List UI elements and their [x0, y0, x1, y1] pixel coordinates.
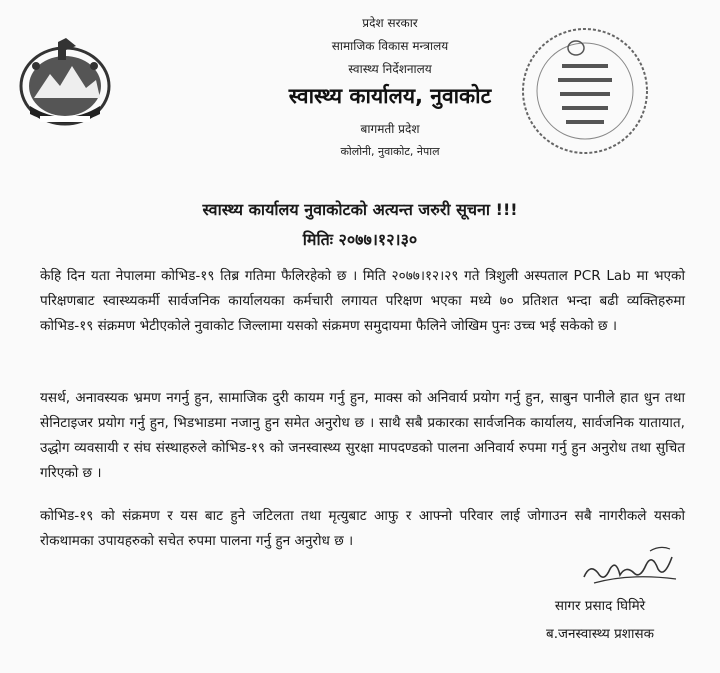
notice-title: स्वास्थ्य कार्यालय नुवाकोटको अत्यन्त जरुरी सूचना !!! [202, 200, 518, 219]
signer-title: ब.जनस्वास्थ्य प्रशासक [546, 626, 654, 642]
body-paragraph-3: कोभिड-१९ को संक्रमण र यस बाट हुने जटिलता तथा मृत्युबाट आफु र आफ्नो परिवार लाई जोगाउन सबै नागरीकले यसको रोकथामका उपायहरुको सचेत रुपमा पालना गर्नु हुन अनुरोध छ । [40, 508, 685, 549]
letterhead-office-name: स्वास्थ्य कार्यालय, नुवाकोट [288, 84, 492, 108]
signer-name: सागर प्रसाद घिमिरे [554, 598, 646, 614]
handwritten-signature [580, 543, 680, 589]
nepal-government-emblem-icon [16, 36, 114, 128]
letterhead-government: प्रदेश सरकार [362, 16, 418, 30]
letterhead-address: कोलोनी, नुवाकोट, नेपाल [340, 145, 440, 158]
body-paragraph-2: यसर्थ, अनावस्यक भ्रमण नगर्नु हुन, सामाजिक दुरी कायम गर्नु हुन, माक्स को अनिवार्य प्रयोग गर्नु हुन, साबुन पानीले हात धुन तथा सेनिटाइजर प्रयोग गर्नु हुन, भिडभाडमा नजानु हुन समेत अनुरोध छ । साथै सबै प्रकारका सार्वजनिक कार्यालय, सार्वजनिक यातायात, उद्धोग व्यवसायी र संघ संस्थाहरुले कोभिड-१९ को जनस्वास्थ्य सुरक्षा मापदण्डको पालना अनिवार्य रुपमा गर्नु हुन अनुरोध तथा सुचित गरिएको छ । [40, 390, 685, 481]
body-paragraph-1: केहि दिन यता नेपालमा कोभिड-१९ तिब्र गतिमा फैलिरहेको छ । मिति २०७७।१२।२९ गते त्रिशुली अस्पताल PCR Lab मा भएको परिक्षणबाट स्वास्थ्यकर्मी सार्वजनिक कार्यालयका कर्मचारी लगायत परिक्षण भएका मध्ये ७० प्रतिशत भन्दा बढी व्यक्तिहरुमा कोभिड-१९ संक्रमण भेटीएकोले नुवाकोट जिल्लामा यसको संक्रमण समुदायमा फैलिने जोखिम पुनः उच्च भई सकेको छ । [40, 268, 685, 334]
notice-date: मितिः २०७७।१२।३० [302, 230, 418, 249]
letterhead-ministry: सामाजिक विकास मन्त्रालय [331, 39, 449, 53]
letterhead-directorate: स्वास्थ्य निर्देशनालय [348, 62, 432, 76]
letterhead-province: बागमती प्रदेश [360, 122, 420, 136]
